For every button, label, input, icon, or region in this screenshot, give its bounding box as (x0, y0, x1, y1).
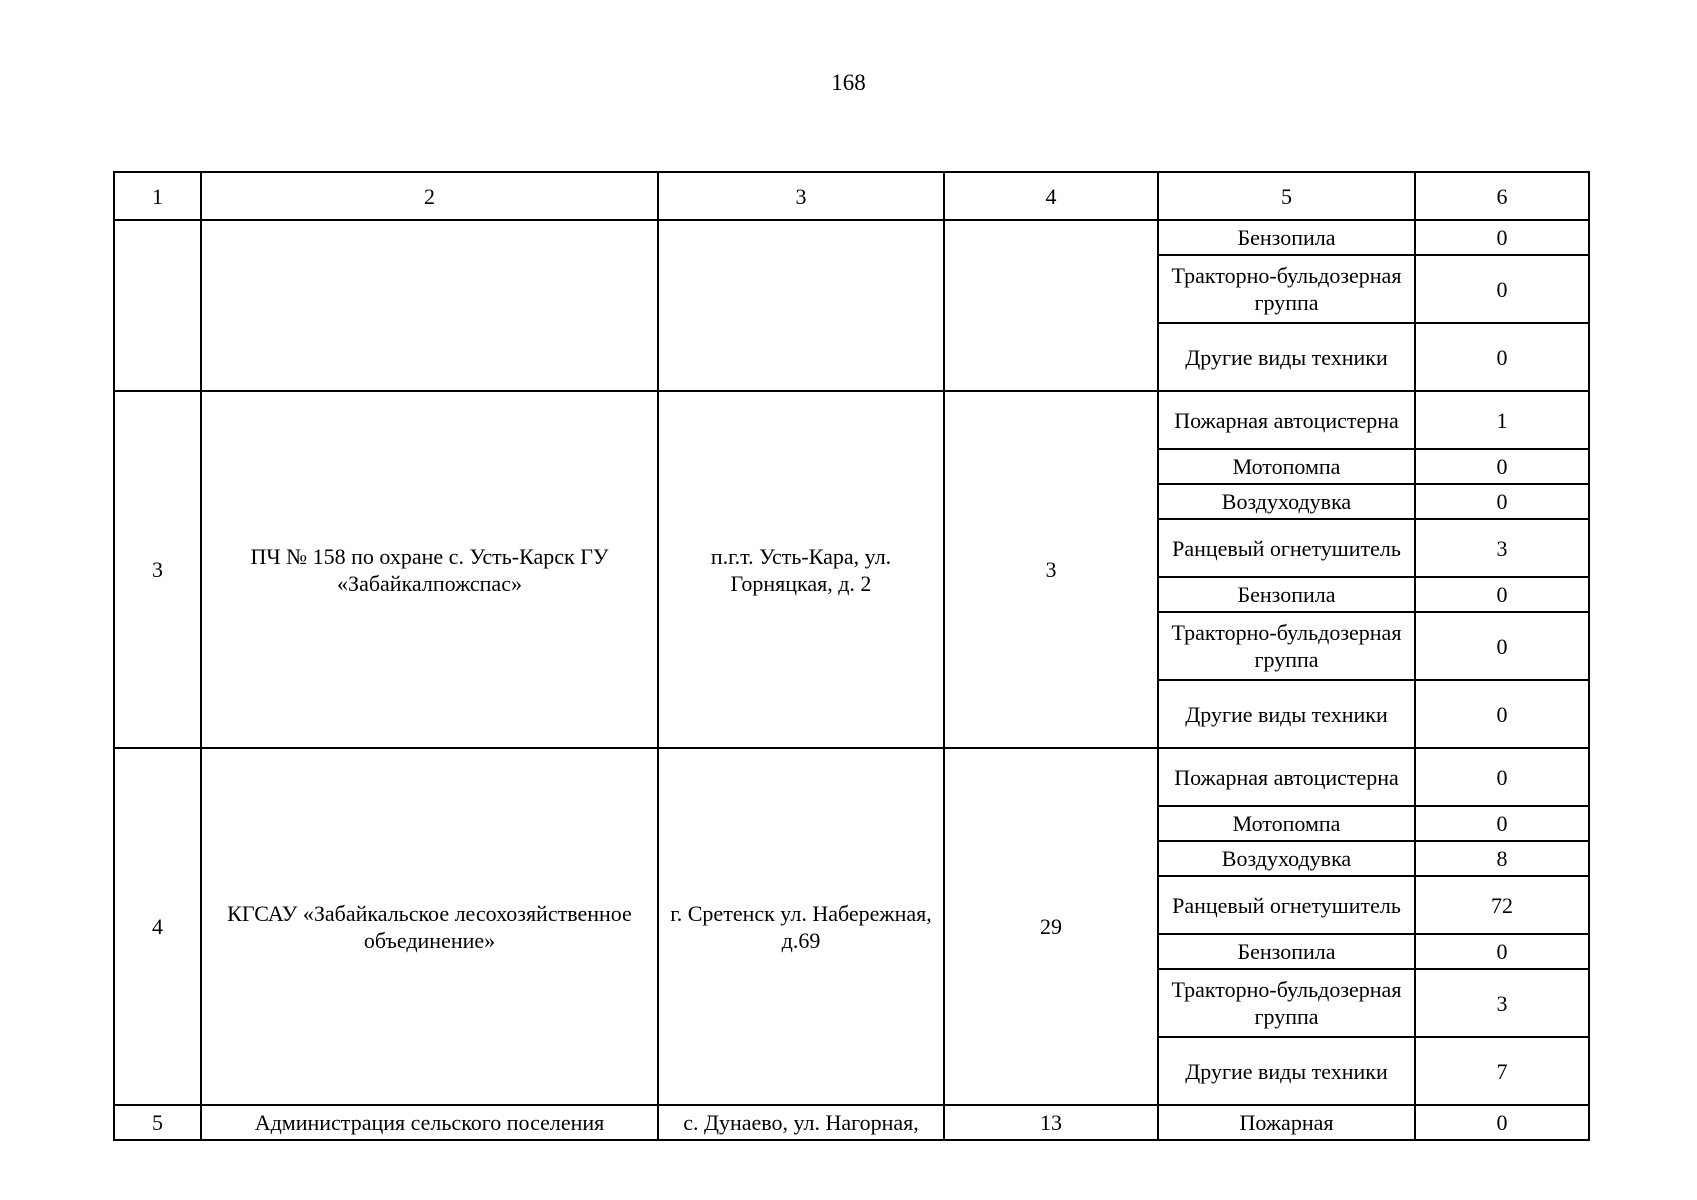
equipment-name-cell: Тракторно-бульдозерная группа (1158, 969, 1415, 1037)
equipment-qty-cell: 7 (1415, 1037, 1589, 1105)
count-cell (944, 220, 1158, 391)
row-number-cell: 4 (114, 748, 201, 1105)
count-cell: 29 (944, 748, 1158, 1105)
equipment-name-cell: Ранцевый огнетушитель (1158, 876, 1415, 934)
equipment-qty-cell: 0 (1415, 748, 1589, 806)
equipment-name-cell: Мотопомпа (1158, 806, 1415, 841)
equipment-qty-cell: 0 (1415, 934, 1589, 969)
header-row (114, 172, 1589, 220)
equipment-table (113, 171, 1590, 1141)
equipment-name-cell: Другие виды техники (1158, 680, 1415, 748)
equipment-qty-cell: 0 (1415, 1105, 1589, 1140)
row-number-cell (114, 220, 201, 391)
count-cell: 13 (944, 1105, 1158, 1140)
equipment-qty-cell: 0 (1415, 806, 1589, 841)
page-number: 168 (831, 70, 866, 95)
header-cell-5: 5 (1158, 172, 1415, 220)
header-cell-6: 6 (1415, 172, 1589, 220)
equipment-name-cell: Воздуходувка (1158, 841, 1415, 876)
table-row (114, 391, 1589, 449)
equipment-name-cell: Другие виды техники (1158, 1037, 1415, 1105)
equipment-qty-cell: 0 (1415, 255, 1589, 323)
equipment-name-cell: Пожарная автоцистерна (1158, 748, 1415, 806)
equipment-name-cell: Пожарная автоцистерна (1158, 391, 1415, 449)
organization-cell (201, 220, 658, 391)
header-cell-1: 1 (114, 172, 201, 220)
equipment-qty-cell: 0 (1415, 323, 1589, 391)
equipment-name-cell: Другие виды техники (1158, 323, 1415, 391)
header-cell-3: 3 (658, 172, 944, 220)
equipment-name-cell: Пожарная (1158, 1105, 1415, 1140)
equipment-qty-cell: 3 (1415, 519, 1589, 577)
organization-cell: ПЧ № 158 по охране с. Усть-Карск ГУ «Забайкалпожспас» (201, 391, 658, 748)
table-body (114, 172, 1589, 1140)
header-cell-4: 4 (944, 172, 1158, 220)
table-row (114, 1105, 1589, 1140)
equipment-name-cell: Бензопила (1158, 220, 1415, 255)
equipment-name-cell: Воздуходувка (1158, 484, 1415, 519)
equipment-qty-cell: 8 (1415, 841, 1589, 876)
equipment-qty-cell: 0 (1415, 577, 1589, 612)
row-number-cell: 3 (114, 391, 201, 748)
equipment-qty-cell: 0 (1415, 484, 1589, 519)
equipment-qty-cell: 0 (1415, 220, 1589, 255)
equipment-qty-cell: 72 (1415, 876, 1589, 934)
equipment-name-cell: Тракторно-бульдозерная группа (1158, 612, 1415, 680)
table-row (114, 220, 1589, 255)
row-number-cell: 5 (114, 1105, 201, 1140)
equipment-name-cell: Бензопила (1158, 934, 1415, 969)
count-cell: 3 (944, 391, 1158, 748)
address-cell: с. Дунаево, ул. Нагорная, (658, 1105, 944, 1140)
address-cell: г. Сретенск ул. Набережная, д.69 (658, 748, 944, 1105)
organization-cell: Администрация сельского поселения (201, 1105, 658, 1140)
equipment-qty-cell: 1 (1415, 391, 1589, 449)
table-row (114, 748, 1589, 806)
header-cell-2: 2 (201, 172, 658, 220)
equipment-name-cell: Бензопила (1158, 577, 1415, 612)
organization-cell: КГСАУ «Забайкальское лесохозяйственное объединение» (201, 748, 658, 1105)
address-cell: п.г.т. Усть-Кара, ул. Горняцкая, д. 2 (658, 391, 944, 748)
equipment-name-cell: Ранцевый огнетушитель (1158, 519, 1415, 577)
equipment-qty-cell: 0 (1415, 449, 1589, 484)
equipment-qty-cell: 0 (1415, 680, 1589, 748)
address-cell (658, 220, 944, 391)
equipment-qty-cell: 0 (1415, 612, 1589, 680)
equipment-name-cell: Мотопомпа (1158, 449, 1415, 484)
equipment-name-cell: Тракторно-бульдозерная группа (1158, 255, 1415, 323)
equipment-qty-cell: 3 (1415, 969, 1589, 1037)
